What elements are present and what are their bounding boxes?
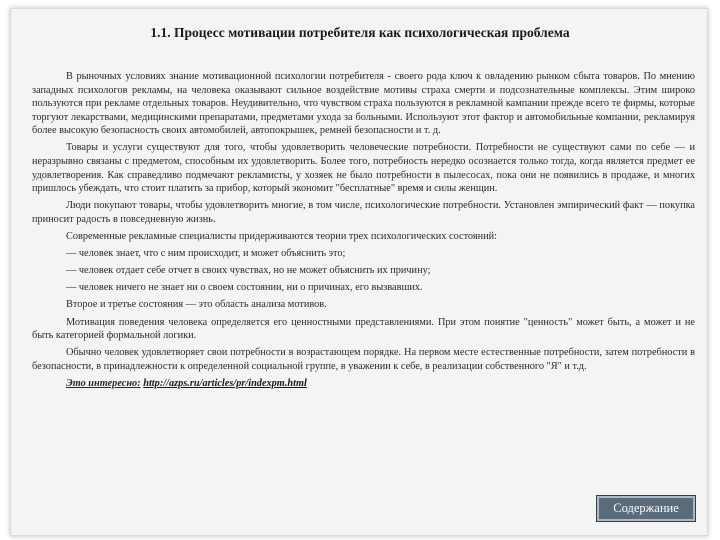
paragraph-6: Мотивация поведения человека определяется его ценностными представлениями. При этом понятие "ценность" может быть, а может и не быть категорией формальной логики. (32, 316, 695, 342)
paragraph-2: Товары и услуги существуют для того, чтобы удовлетворить человеческие потребности. Потребности не существуют сами по себе — и неразрывно связаны с предметом, способным их удовлетворить. Более того, потребность нередко осознается только тогда, когда является предмет ее удовлетворения. Как справедливо подмечают рекламисты, у хозяек не было потребности в пылесосах, пока они не появились в продаже, и многих пришлось убеждать, что стоит платить за прибор, который экономит "бесплатные" время и силы женщин. (32, 142, 695, 195)
paragraph-4: Современные рекламные специалисты придерживаются теории трех психологических состояний: (66, 231, 498, 243)
list-item-2: — человек отдает себе отчет в своих чувствах, но не может объяснить их причину; (66, 265, 431, 277)
article-body (32, 70, 695, 394)
contents-button[interactable]: Содержание (597, 496, 695, 521)
page-title: 1.1. Процесс мотивации потребителя как психологическая проблема (150, 25, 570, 40)
list-item-1: — человек знает, что с ним происходит, и может объяснить это; (66, 248, 346, 260)
list-item-3: — человек ничего не знает ни о своем состоянии, ни о причинах, его вызвавших. (66, 282, 423, 294)
note-line (32, 377, 695, 391)
paragraph-3: Люди покупают товары, чтобы удовлетворить многие, в том числе, психологические потребности. Установлен эмпирический факт — покупка приносит радость в повседневную жизнь. (32, 200, 695, 225)
paragraph-5: Второе и третье состояния — это область анализа мотивов. (66, 299, 327, 311)
note-label: Это интересно: (66, 377, 141, 389)
paragraph-7: Обычно человек удовлетворяет свои потребности в возрастающем порядке. На первом месте естественные потребности, затем потребности в безопасности, в принадлежности к определенной социальной группе, в уважении к себе, в реализации собственного "Я" и т.д. (32, 347, 695, 372)
paragraph-1: В рыночных условиях знание мотивационной психологии потребителя - своего рода ключ к овладению рынком сбыта товаров. По мнению западных психологов рекламы, на человека оказывают сильное воздействие мотивы страха смерти и подсознательные комплексы. Этим широко пользуются при рекламе отдельных товаров. Неудивительно, что чувством страха пользуются в рекламной кампании прежде всего те фирмы, которые торгуют лекарствами, медицинскими препаратами, предметами ухода за больными. Используют этот фактор и автомобильные компании, рекламируя более высокую безопасность своих автомобилей, автопокрышек, ремней безопасности и т. д. (32, 71, 695, 137)
source-link[interactable]: http://azps.ru/articles/pr/indexpm.html (143, 377, 307, 389)
